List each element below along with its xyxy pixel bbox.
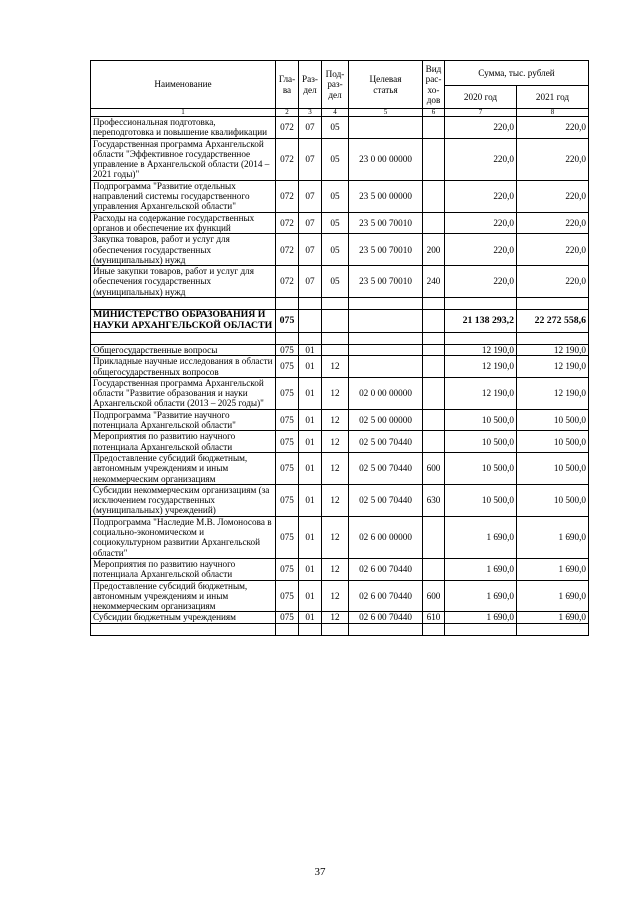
row-name: Профессиональная подготовка, переподготовка и повышение квалификации xyxy=(91,117,276,139)
row-section: 07 xyxy=(299,117,322,139)
row-chapter: 075 xyxy=(276,580,299,612)
row-chapter: 075 xyxy=(276,409,299,431)
row-expense-type xyxy=(423,409,445,431)
row-target-article: 02 5 00 70440 xyxy=(349,452,423,484)
row-chapter: 072 xyxy=(276,266,299,298)
row-subsection: 12 xyxy=(322,516,349,558)
row-expense-type xyxy=(423,298,445,310)
row-subsection: 12 xyxy=(322,484,349,516)
table-blank-row xyxy=(91,332,589,344)
table-row xyxy=(91,117,589,139)
row-chapter: 075 xyxy=(276,431,299,453)
header-year-2021: 2021 год xyxy=(517,86,589,109)
row-expense-type xyxy=(423,117,445,139)
page-number: 37 xyxy=(314,866,326,878)
row-section: 07 xyxy=(299,138,322,180)
row-section: 01 xyxy=(299,377,322,409)
row-chapter xyxy=(276,332,299,344)
row-target-article: 23 5 00 00000 xyxy=(349,180,423,212)
row-sum-2020: 12 190,0 xyxy=(445,344,517,355)
table-row xyxy=(91,409,589,431)
row-expense-type: 200 xyxy=(423,234,445,266)
table-row xyxy=(91,234,589,266)
table-row xyxy=(91,310,589,333)
row-expense-type xyxy=(423,332,445,344)
row-sum-2021: 22 272 558,6 xyxy=(517,310,589,333)
row-expense-type xyxy=(423,310,445,333)
row-chapter: 075 xyxy=(276,558,299,580)
row-chapter: 072 xyxy=(276,234,299,266)
row-target-article: 02 0 00 00000 xyxy=(349,377,423,409)
row-subsection: 05 xyxy=(322,180,349,212)
row-target-article xyxy=(349,344,423,355)
row-name: Государственная программа Архангельской области "Эффективное государственное управление в Архангельской области (2014 – 2021 годы)" xyxy=(91,138,276,180)
row-chapter: 072 xyxy=(276,138,299,180)
row-chapter: 072 xyxy=(276,180,299,212)
table-row xyxy=(91,516,589,558)
row-target-article: 02 6 00 70440 xyxy=(349,580,423,612)
row-name: Субсидии бюджетным учреждениям xyxy=(91,612,276,623)
table-row xyxy=(91,180,589,212)
row-chapter: 075 xyxy=(276,516,299,558)
row-expense-type xyxy=(423,356,445,378)
table-row xyxy=(91,431,589,453)
row-sum-2020: 220,0 xyxy=(445,234,517,266)
row-sum-2020: 10 500,0 xyxy=(445,431,517,453)
row-sum-2021 xyxy=(517,332,589,344)
column-number: 5 xyxy=(349,109,423,117)
column-number: 7 xyxy=(445,109,517,117)
row-expense-type xyxy=(423,516,445,558)
row-target-article: 23 0 00 00000 xyxy=(349,138,423,180)
row-name xyxy=(91,332,276,344)
row-subsection xyxy=(322,298,349,310)
budget-table xyxy=(90,60,589,636)
row-sum-2020: 1 690,0 xyxy=(445,516,517,558)
row-sum-2020: 220,0 xyxy=(445,138,517,180)
row-sum-2021: 12 190,0 xyxy=(517,377,589,409)
row-subsection: 12 xyxy=(322,612,349,623)
row-sum-2020: 1 690,0 xyxy=(445,612,517,623)
row-target-article: 02 6 00 70440 xyxy=(349,612,423,623)
row-subsection: 05 xyxy=(322,266,349,298)
row-subsection xyxy=(322,332,349,344)
column-number: 1 xyxy=(91,109,276,117)
row-subsection: 05 xyxy=(322,212,349,234)
row-sum-2020: 10 500,0 xyxy=(445,409,517,431)
row-target-article: 02 5 00 70440 xyxy=(349,484,423,516)
column-number: 4 xyxy=(322,109,349,117)
row-sum-2020: 220,0 xyxy=(445,117,517,139)
row-target-article: 23 5 00 70010 xyxy=(349,266,423,298)
row-section: 07 xyxy=(299,234,322,266)
row-sum-2021: 12 190,0 xyxy=(517,356,589,378)
row-name xyxy=(91,298,276,310)
header-razdel: Раз- дел xyxy=(299,61,322,109)
table-row xyxy=(91,484,589,516)
row-section: 07 xyxy=(299,180,322,212)
row-target-article: 23 5 00 70010 xyxy=(349,212,423,234)
row-chapter: 075 xyxy=(276,452,299,484)
table-row xyxy=(91,138,589,180)
row-section xyxy=(299,623,322,635)
header-target-article: Целевая статья xyxy=(349,61,423,109)
row-name xyxy=(91,623,276,635)
header-year-2020: 2020 год xyxy=(445,86,517,109)
row-chapter: 075 xyxy=(276,612,299,623)
row-expense-type: 630 xyxy=(423,484,445,516)
row-sum-2021: 1 690,0 xyxy=(517,516,589,558)
row-expense-type: 600 xyxy=(423,452,445,484)
row-section: 01 xyxy=(299,452,322,484)
column-number: 2 xyxy=(276,109,299,117)
row-sum-2020: 10 500,0 xyxy=(445,484,517,516)
row-target-article: 02 5 00 70440 xyxy=(349,431,423,453)
table-row xyxy=(91,452,589,484)
row-sum-2021: 220,0 xyxy=(517,212,589,234)
row-sum-2020: 21 138 293,2 xyxy=(445,310,517,333)
row-sum-2020: 220,0 xyxy=(445,266,517,298)
row-sum-2020 xyxy=(445,623,517,635)
row-chapter xyxy=(276,298,299,310)
row-name: Предоставление субсидий бюджетным, автономным учреждениям и иным некоммерческим организациям xyxy=(91,452,276,484)
row-chapter: 072 xyxy=(276,117,299,139)
row-section: 01 xyxy=(299,484,322,516)
row-name: Субсидии некоммерческим организациям (за исключением государственных (муниципальных) учреждений) xyxy=(91,484,276,516)
row-sum-2020: 12 190,0 xyxy=(445,377,517,409)
row-subsection: 12 xyxy=(322,409,349,431)
row-sum-2021: 1 690,0 xyxy=(517,580,589,612)
row-section xyxy=(299,298,322,310)
row-subsection xyxy=(322,344,349,355)
row-chapter: 072 xyxy=(276,212,299,234)
row-section: 01 xyxy=(299,580,322,612)
row-name: Иные закупки товаров, работ и услуг для обеспечения государственных (муниципальных) нужд xyxy=(91,266,276,298)
row-target-article xyxy=(349,117,423,139)
row-name: Расходы на содержание государственных органов и обеспечение их функций xyxy=(91,212,276,234)
row-section: 01 xyxy=(299,612,322,623)
row-sum-2021: 220,0 xyxy=(517,234,589,266)
row-chapter: 075 xyxy=(276,356,299,378)
header-name: Наименование xyxy=(91,61,276,109)
row-target-article xyxy=(349,310,423,333)
table-blank-row xyxy=(91,298,589,310)
row-expense-type: 610 xyxy=(423,612,445,623)
table-row xyxy=(91,558,589,580)
row-name: Подпрограмма "Наследие М.В. Ломоносова в социально-экономическом и социокультурном развитии Архангельской области" xyxy=(91,516,276,558)
row-chapter: 075 xyxy=(276,484,299,516)
row-sum-2021 xyxy=(517,298,589,310)
row-name: Предоставление субсидий бюджетным, автономным учреждениям и иным некоммерческим организациям xyxy=(91,580,276,612)
row-name: Закупка товаров, работ и услуг для обеспечения государственных (муниципальных) нужд xyxy=(91,234,276,266)
row-name: Подпрограмма "Развитие научного потенциала Архангельской области" xyxy=(91,409,276,431)
row-subsection: 05 xyxy=(322,234,349,266)
row-expense-type xyxy=(423,180,445,212)
row-sum-2020: 220,0 xyxy=(445,212,517,234)
row-target-article xyxy=(349,298,423,310)
row-sum-2020 xyxy=(445,332,517,344)
row-expense-type xyxy=(423,558,445,580)
row-sum-2021: 10 500,0 xyxy=(517,484,589,516)
row-section: 01 xyxy=(299,344,322,355)
row-sum-2021: 220,0 xyxy=(517,117,589,139)
row-sum-2020: 1 690,0 xyxy=(445,580,517,612)
row-section: 07 xyxy=(299,266,322,298)
row-sum-2021: 10 500,0 xyxy=(517,409,589,431)
row-subsection xyxy=(322,310,349,333)
row-expense-type xyxy=(423,623,445,635)
row-sum-2021: 220,0 xyxy=(517,138,589,180)
table-row xyxy=(91,580,589,612)
row-subsection: 12 xyxy=(322,452,349,484)
row-name: Прикладные научные исследования в области общегосударственных вопросов xyxy=(91,356,276,378)
row-chapter: 075 xyxy=(276,310,299,333)
table-row xyxy=(91,266,589,298)
row-chapter: 075 xyxy=(276,377,299,409)
row-subsection: 12 xyxy=(322,431,349,453)
row-expense-type xyxy=(423,138,445,180)
row-section: 07 xyxy=(299,212,322,234)
table-row xyxy=(91,356,589,378)
row-sum-2021: 10 500,0 xyxy=(517,452,589,484)
row-name: Мероприятия по развитию научного потенциала Архангельской области xyxy=(91,431,276,453)
row-expense-type: 600 xyxy=(423,580,445,612)
row-sum-2021: 220,0 xyxy=(517,266,589,298)
row-target-article xyxy=(349,356,423,378)
row-sum-2020: 12 190,0 xyxy=(445,356,517,378)
row-expense-type xyxy=(423,212,445,234)
row-section: 01 xyxy=(299,409,322,431)
header-podrazdel: Под- раз- дел xyxy=(322,61,349,109)
row-sum-2020: 10 500,0 xyxy=(445,452,517,484)
row-target-article xyxy=(349,332,423,344)
header-sum: Сумма, тыс. рублей xyxy=(445,61,589,86)
table-blank-row xyxy=(91,623,589,635)
table-row xyxy=(91,212,589,234)
table-body xyxy=(91,117,589,636)
row-target-article xyxy=(349,623,423,635)
row-section: 01 xyxy=(299,558,322,580)
row-sum-2021: 10 500,0 xyxy=(517,431,589,453)
row-chapter: 075 xyxy=(276,344,299,355)
row-expense-type: 240 xyxy=(423,266,445,298)
row-chapter xyxy=(276,623,299,635)
row-section xyxy=(299,310,322,333)
row-name: Подпрограмма "Развитие отдельных направлений системы государственного управления Архангельской области" xyxy=(91,180,276,212)
row-subsection: 05 xyxy=(322,138,349,180)
row-section: 01 xyxy=(299,516,322,558)
header-expense-type: Вид рас- хо- дов xyxy=(423,61,445,109)
row-sum-2020 xyxy=(445,298,517,310)
header-glava: Гла- ва xyxy=(276,61,299,109)
row-name: Общегосударственные вопросы xyxy=(91,344,276,355)
row-target-article: 02 6 00 00000 xyxy=(349,516,423,558)
row-expense-type xyxy=(423,344,445,355)
table-row xyxy=(91,377,589,409)
row-name: Мероприятия по развитию научного потенциала Архангельской области xyxy=(91,558,276,580)
row-section: 01 xyxy=(299,356,322,378)
row-sum-2021 xyxy=(517,623,589,635)
column-number: 8 xyxy=(517,109,589,117)
row-sum-2021: 220,0 xyxy=(517,180,589,212)
column-number: 3 xyxy=(299,109,322,117)
row-sum-2020: 1 690,0 xyxy=(445,558,517,580)
row-expense-type xyxy=(423,377,445,409)
row-subsection: 12 xyxy=(322,356,349,378)
row-sum-2021: 1 690,0 xyxy=(517,558,589,580)
table-row xyxy=(91,612,589,623)
row-subsection: 12 xyxy=(322,377,349,409)
row-sum-2020: 220,0 xyxy=(445,180,517,212)
row-sum-2021: 1 690,0 xyxy=(517,612,589,623)
row-section xyxy=(299,332,322,344)
column-number: 6 xyxy=(423,109,445,117)
row-name: МИНИСТЕРСТВО ОБРАЗОВАНИЯ И НАУКИ АРХАНГЕЛЬСКОЙ ОБЛАСТИ xyxy=(91,310,276,333)
row-sum-2021: 12 190,0 xyxy=(517,344,589,355)
row-expense-type xyxy=(423,431,445,453)
row-subsection xyxy=(322,623,349,635)
row-subsection: 12 xyxy=(322,580,349,612)
row-target-article: 23 5 00 70010 xyxy=(349,234,423,266)
row-subsection: 12 xyxy=(322,558,349,580)
column-number-row xyxy=(91,109,589,117)
row-target-article: 02 6 00 70440 xyxy=(349,558,423,580)
row-target-article: 02 5 00 00000 xyxy=(349,409,423,431)
table-row xyxy=(91,344,589,355)
row-section: 01 xyxy=(299,431,322,453)
row-name: Государственная программа Архангельской области "Развитие образования и науки Архангельской области (2013 – 2025 годы)" xyxy=(91,377,276,409)
row-subsection: 05 xyxy=(322,117,349,139)
